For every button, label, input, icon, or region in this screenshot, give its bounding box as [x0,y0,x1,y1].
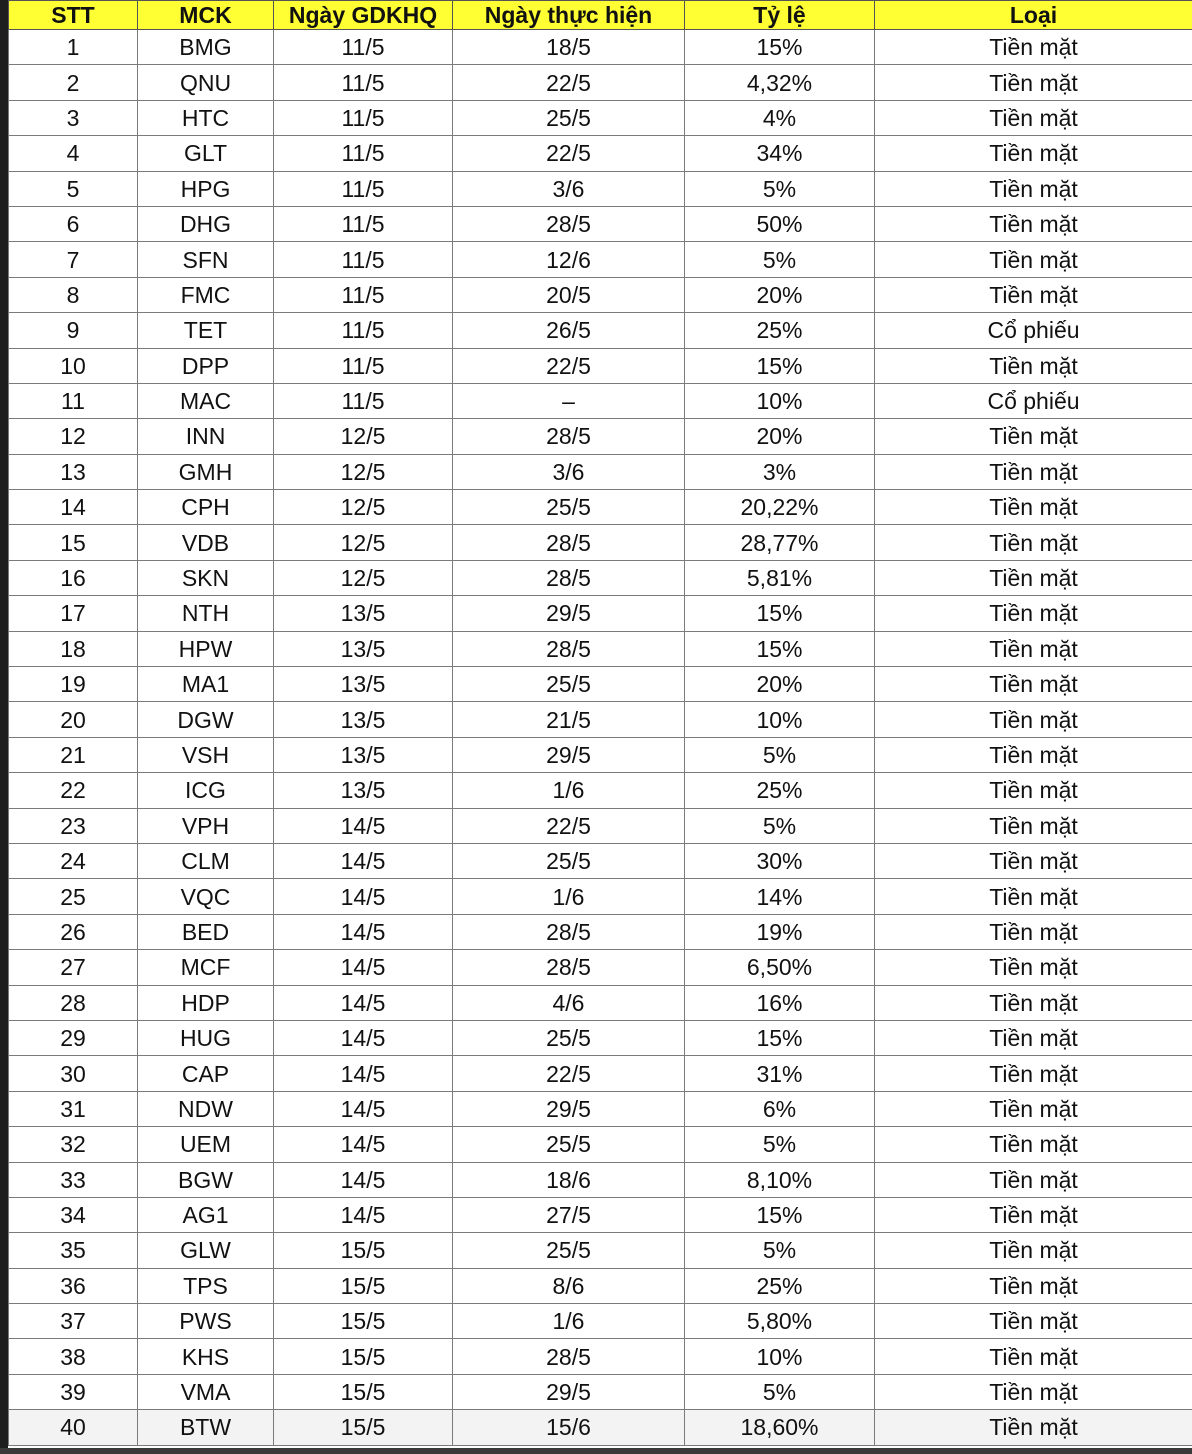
cell-type: Tiền mặt [875,1197,1192,1232]
cell-ratio: 5% [685,171,875,206]
cell-type: Tiền mặt [875,950,1192,985]
cell-ex-date: 15/5 [274,1374,453,1409]
cell-type: Tiền mặt [875,490,1192,525]
cell-type: Tiền mặt [875,702,1192,737]
cell-type: Tiền mặt [875,1233,1192,1268]
header-ratio: Tỷ lệ [685,1,875,30]
cell-payment-date: 1/6 [453,879,685,914]
cell-mck: CAP [138,1056,274,1091]
cell-ex-date: 11/5 [274,348,453,383]
table-row [9,631,1192,666]
cell-mck: HTC [138,100,274,135]
cell-stt: 16 [9,560,138,595]
table-row [9,914,1192,949]
cell-mck: HPW [138,631,274,666]
table-row [9,1162,1192,1197]
cell-ratio: 10% [685,702,875,737]
cell-payment-date: 21/5 [453,702,685,737]
table-row [9,1304,1192,1339]
cell-type: Tiền mặt [875,277,1192,312]
cell-mck: DPP [138,348,274,383]
cell-stt: 19 [9,667,138,702]
cell-stt: 11 [9,383,138,418]
cell-payment-date: 4/6 [453,985,685,1020]
cell-mck: CPH [138,490,274,525]
cell-ratio: 28,77% [685,525,875,560]
cell-mck: MCF [138,950,274,985]
cell-mck: INN [138,419,274,454]
cell-ex-date: 15/5 [274,1304,453,1339]
cell-stt: 28 [9,985,138,1020]
cell-stt: 33 [9,1162,138,1197]
cell-ex-date: 11/5 [274,136,453,171]
cell-mck: PWS [138,1304,274,1339]
cell-payment-date: 18/6 [453,1162,685,1197]
cell-ex-date: 11/5 [274,242,453,277]
cell-payment-date: 29/5 [453,737,685,772]
cell-payment-date: 25/5 [453,1020,685,1055]
cell-ex-date: 14/5 [274,879,453,914]
cell-ex-date: 11/5 [274,383,453,418]
cell-type: Tiền mặt [875,65,1192,100]
cell-mck: BTW [138,1410,274,1445]
cell-stt: 9 [9,313,138,348]
cell-type: Tiền mặt [875,631,1192,666]
table-row [9,1056,1192,1091]
table-row [9,560,1192,595]
cell-stt: 40 [9,1410,138,1445]
cell-stt: 30 [9,1056,138,1091]
header-payment-date: Ngày thực hiện [453,1,685,30]
cell-stt: 36 [9,1268,138,1303]
cell-type: Tiền mặt [875,206,1192,241]
cell-payment-date: 20/5 [453,277,685,312]
cell-ex-date: 14/5 [274,985,453,1020]
table-row [9,596,1192,631]
cell-payment-date: 25/5 [453,667,685,702]
cell-stt: 4 [9,136,138,171]
cell-mck: GLW [138,1233,274,1268]
cell-type: Tiền mặt [875,454,1192,489]
cell-ex-date: 14/5 [274,843,453,878]
cell-ratio: 34% [685,136,875,171]
table-row [9,1339,1192,1374]
cell-ex-date: 13/5 [274,631,453,666]
cell-ex-date: 11/5 [274,30,453,65]
table-header [9,1,1192,30]
cell-payment-date: 28/5 [453,1339,685,1374]
cell-stt: 15 [9,525,138,560]
table-row [9,383,1192,418]
cell-type: Tiền mặt [875,136,1192,171]
header-row [9,1,1192,30]
cell-payment-date: 28/5 [453,950,685,985]
header-stt: STT [9,1,138,30]
table-row [9,702,1192,737]
cell-mck: VSH [138,737,274,772]
cell-stt: 24 [9,843,138,878]
cell-mck: TPS [138,1268,274,1303]
cell-ratio: 10% [685,383,875,418]
cell-stt: 37 [9,1304,138,1339]
table-row [9,348,1192,383]
cell-type: Tiền mặt [875,560,1192,595]
cell-type: Tiền mặt [875,1162,1192,1197]
cell-payment-date: 28/5 [453,914,685,949]
dividend-schedule-table [8,0,1192,1446]
cell-type: Tiền mặt [875,1374,1192,1409]
cell-type: Tiền mặt [875,1268,1192,1303]
cell-ex-date: 13/5 [274,702,453,737]
cell-payment-date: 27/5 [453,1197,685,1232]
cell-mck: HDP [138,985,274,1020]
cell-ex-date: 11/5 [274,65,453,100]
table-row [9,737,1192,772]
cell-stt: 29 [9,1020,138,1055]
cell-stt: 12 [9,419,138,454]
cell-mck: VQC [138,879,274,914]
cell-ex-date: 12/5 [274,490,453,525]
table-row [9,1127,1192,1162]
cell-mck: FMC [138,277,274,312]
cell-stt: 39 [9,1374,138,1409]
cell-type: Cổ phiếu [875,313,1192,348]
cell-ratio: 25% [685,1268,875,1303]
cell-ratio: 15% [685,348,875,383]
cell-type: Tiền mặt [875,525,1192,560]
cell-ratio: 19% [685,914,875,949]
cell-type: Tiền mặt [875,242,1192,277]
cell-type: Tiền mặt [875,100,1192,135]
cell-ex-date: 12/5 [274,419,453,454]
cell-ex-date: 12/5 [274,525,453,560]
cell-stt: 23 [9,808,138,843]
table-row [9,313,1192,348]
cell-ex-date: 13/5 [274,596,453,631]
cell-stt: 26 [9,914,138,949]
cell-ex-date: 11/5 [274,171,453,206]
cell-payment-date: 25/5 [453,490,685,525]
table-row [9,843,1192,878]
header-ex-date: Ngày GDKHQ [274,1,453,30]
window-bottom-edge [0,1448,1192,1454]
cell-mck: MA1 [138,667,274,702]
cell-ratio: 20% [685,419,875,454]
cell-ratio: 50% [685,206,875,241]
cell-ratio: 20% [685,667,875,702]
table-row [9,1268,1192,1303]
cell-ratio: 4,32% [685,65,875,100]
cell-mck: NDW [138,1091,274,1126]
cell-type: Tiền mặt [875,1056,1192,1091]
cell-stt: 25 [9,879,138,914]
cell-payment-date: 22/5 [453,348,685,383]
cell-type: Tiền mặt [875,1020,1192,1055]
cell-mck: SFN [138,242,274,277]
cell-mck: BED [138,914,274,949]
cell-ex-date: 14/5 [274,1197,453,1232]
cell-mck: DHG [138,206,274,241]
cell-payment-date: 1/6 [453,1304,685,1339]
cell-stt: 38 [9,1339,138,1374]
cell-ratio: 5,81% [685,560,875,595]
cell-payment-date: 3/6 [453,171,685,206]
cell-stt: 21 [9,737,138,772]
cell-mck: GLT [138,136,274,171]
table-row [9,136,1192,171]
table-row [9,454,1192,489]
table-row [9,419,1192,454]
cell-ratio: 4% [685,100,875,135]
cell-type: Tiền mặt [875,808,1192,843]
cell-type: Tiền mặt [875,914,1192,949]
cell-type: Tiền mặt [875,773,1192,808]
cell-ratio: 15% [685,631,875,666]
cell-payment-date: 25/5 [453,843,685,878]
cell-mck: AG1 [138,1197,274,1232]
table-row [9,490,1192,525]
cell-ratio: 10% [685,1339,875,1374]
cell-mck: VPH [138,808,274,843]
cell-type: Tiền mặt [875,419,1192,454]
cell-payment-date: 25/5 [453,1233,685,1268]
cell-ratio: 20,22% [685,490,875,525]
cell-stt: 5 [9,171,138,206]
cell-payment-date: 28/5 [453,560,685,595]
cell-payment-date: 22/5 [453,808,685,843]
table-row [9,206,1192,241]
cell-mck: GMH [138,454,274,489]
cell-stt: 35 [9,1233,138,1268]
cell-ratio: 5% [685,1374,875,1409]
cell-payment-date: 28/5 [453,631,685,666]
cell-payment-date: 29/5 [453,1091,685,1126]
cell-mck: UEM [138,1127,274,1162]
cell-mck: CLM [138,843,274,878]
cell-mck: BGW [138,1162,274,1197]
cell-payment-date: 18/5 [453,30,685,65]
cell-ex-date: 13/5 [274,773,453,808]
cell-ex-date: 14/5 [274,1127,453,1162]
cell-type: Tiền mặt [875,737,1192,772]
cell-mck: KHS [138,1339,274,1374]
cell-type: Tiền mặt [875,843,1192,878]
table-row [9,985,1192,1020]
cell-ex-date: 14/5 [274,1056,453,1091]
table-row [9,242,1192,277]
cell-ex-date: 11/5 [274,100,453,135]
cell-type: Tiền mặt [875,1127,1192,1162]
cell-stt: 18 [9,631,138,666]
cell-type: Tiền mặt [875,985,1192,1020]
cell-ex-date: 15/5 [274,1268,453,1303]
cell-ex-date: 15/5 [274,1233,453,1268]
cell-ex-date: 15/5 [274,1339,453,1374]
cell-stt: 13 [9,454,138,489]
cell-mck: BMG [138,30,274,65]
cell-type: Tiền mặt [875,879,1192,914]
cell-ratio: 25% [685,773,875,808]
cell-ratio: 15% [685,596,875,631]
cell-stt: 34 [9,1197,138,1232]
cell-type: Tiền mặt [875,1304,1192,1339]
cell-stt: 1 [9,30,138,65]
cell-payment-date: – [453,383,685,418]
cell-type: Tiền mặt [875,1091,1192,1126]
cell-mck: SKN [138,560,274,595]
cell-ratio: 14% [685,879,875,914]
cell-ratio: 5% [685,1233,875,1268]
cell-ex-date: 14/5 [274,808,453,843]
table-row [9,1410,1192,1445]
table-row [9,65,1192,100]
cell-ratio: 15% [685,1020,875,1055]
cell-ex-date: 14/5 [274,950,453,985]
cell-type: Tiền mặt [875,171,1192,206]
cell-ratio: 30% [685,843,875,878]
cell-stt: 31 [9,1091,138,1126]
cell-payment-date: 8/6 [453,1268,685,1303]
cell-ratio: 8,10% [685,1162,875,1197]
table-row [9,1197,1192,1232]
cell-stt: 6 [9,206,138,241]
cell-type: Tiền mặt [875,348,1192,383]
cell-ratio: 5% [685,737,875,772]
cell-stt: 14 [9,490,138,525]
cell-stt: 2 [9,65,138,100]
cell-ratio: 25% [685,313,875,348]
cell-payment-date: 28/5 [453,206,685,241]
cell-ratio: 3% [685,454,875,489]
cell-stt: 10 [9,348,138,383]
cell-payment-date: 25/5 [453,1127,685,1162]
cell-type: Tiền mặt [875,1410,1192,1445]
table-row [9,773,1192,808]
cell-type: Cổ phiếu [875,383,1192,418]
table-row [9,100,1192,135]
header-type: Loại [875,1,1192,30]
cell-ratio: 15% [685,30,875,65]
cell-ex-date: 14/5 [274,1162,453,1197]
cell-mck: HPG [138,171,274,206]
table-row [9,277,1192,312]
dividend-table-container [8,0,1192,1448]
cell-ratio: 5% [685,242,875,277]
cell-payment-date: 28/5 [453,419,685,454]
table-row [9,667,1192,702]
table-row [9,808,1192,843]
cell-ratio: 16% [685,985,875,1020]
table-row [9,171,1192,206]
cell-payment-date: 3/6 [453,454,685,489]
cell-ex-date: 15/5 [274,1410,453,1445]
cell-type: Tiền mặt [875,596,1192,631]
table-row [9,1233,1192,1268]
cell-mck: ICG [138,773,274,808]
cell-ratio: 18,60% [685,1410,875,1445]
cell-payment-date: 26/5 [453,313,685,348]
cell-type: Tiền mặt [875,667,1192,702]
cell-stt: 8 [9,277,138,312]
cell-mck: VMA [138,1374,274,1409]
cell-ratio: 5,80% [685,1304,875,1339]
cell-ratio: 31% [685,1056,875,1091]
cell-ex-date: 14/5 [274,914,453,949]
cell-stt: 3 [9,100,138,135]
cell-ex-date: 12/5 [274,560,453,595]
table-row [9,30,1192,65]
cell-type: Tiền mặt [875,30,1192,65]
cell-payment-date: 28/5 [453,525,685,560]
cell-ex-date: 11/5 [274,313,453,348]
cell-ex-date: 11/5 [274,206,453,241]
cell-payment-date: 15/6 [453,1410,685,1445]
cell-mck: TET [138,313,274,348]
cell-type: Tiền mặt [875,1339,1192,1374]
table-row [9,1374,1192,1409]
table-body [9,30,1192,1446]
cell-ratio: 5% [685,1127,875,1162]
cell-payment-date: 1/6 [453,773,685,808]
cell-ex-date: 12/5 [274,454,453,489]
cell-mck: QNU [138,65,274,100]
table-row [9,1020,1192,1055]
cell-stt: 7 [9,242,138,277]
cell-ex-date: 14/5 [274,1020,453,1055]
cell-payment-date: 22/5 [453,1056,685,1091]
table-row [9,525,1192,560]
cell-ex-date: 14/5 [274,1091,453,1126]
cell-mck: HUG [138,1020,274,1055]
cell-ex-date: 13/5 [274,737,453,772]
cell-payment-date: 22/5 [453,65,685,100]
cell-stt: 17 [9,596,138,631]
cell-mck: MAC [138,383,274,418]
cell-ex-date: 13/5 [274,667,453,702]
cell-payment-date: 22/5 [453,136,685,171]
cell-ratio: 5% [685,808,875,843]
cell-ratio: 15% [685,1197,875,1232]
cell-payment-date: 29/5 [453,1374,685,1409]
table-row [9,950,1192,985]
cell-payment-date: 12/6 [453,242,685,277]
cell-stt: 32 [9,1127,138,1162]
cell-ratio: 20% [685,277,875,312]
cell-ex-date: 11/5 [274,277,453,312]
cell-ratio: 6,50% [685,950,875,985]
cell-stt: 22 [9,773,138,808]
header-mck: MCK [138,1,274,30]
cell-stt: 27 [9,950,138,985]
cell-mck: NTH [138,596,274,631]
cell-stt: 20 [9,702,138,737]
cell-ratio: 6% [685,1091,875,1126]
cell-mck: DGW [138,702,274,737]
cell-payment-date: 25/5 [453,100,685,135]
table-row [9,1091,1192,1126]
table-row [9,879,1192,914]
cell-payment-date: 29/5 [453,596,685,631]
cell-mck: VDB [138,525,274,560]
